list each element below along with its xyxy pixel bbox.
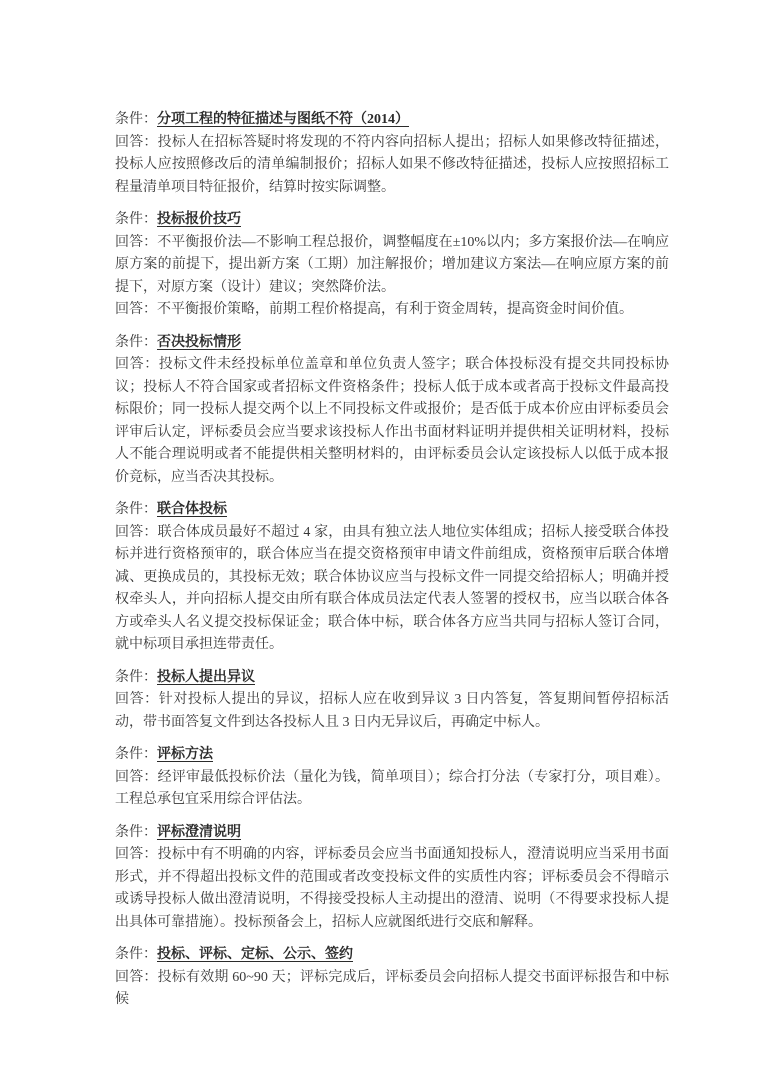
condition-label: 条件：: [115, 334, 157, 350]
condition-title: 否决投标情形: [157, 334, 241, 350]
condition-line: [115, 744, 669, 767]
condition-line: [115, 109, 669, 132]
condition-label: 条件：: [115, 824, 157, 840]
condition-line: [115, 332, 669, 355]
qa-section: [115, 499, 669, 657]
condition-label: 条件：: [115, 669, 157, 685]
answer-paragraph: 回答：投标人在招标答疑时将发现的不符内容向招标人提出；招标人如果修改特征描述，投标人应按照修改后的清单编制报价；招标人如果不修改特征描述，投标人应按照招标工程量清单项目特征报价，结算时按实际调整。: [115, 134, 669, 195]
condition-title: 评标澄清说明: [157, 824, 241, 840]
qa-section: [115, 209, 669, 322]
answer-paragraph: 回答：针对投标人提出的异议，招标人应在收到异议 3 日内答复，答复期间暂停招标活动，带书面答复文件到达各投标人且 3 日内无异议后，再确定中标人。: [115, 692, 669, 730]
condition-title: 投标人提出异议: [157, 669, 255, 685]
answer-paragraph: 回答：不平衡报价策略，前期工程价格提高，有利于资金周转，提高资金时间价值。: [115, 302, 633, 317]
condition-title: 投标报价技巧: [157, 212, 241, 227]
condition-line: [115, 209, 669, 232]
answer-paragraph: 回答：经评审最低投标价法（量化为钱，简单项目）；综合打分法（专家打分，项目难）。工程总承包宜采用综合评估法。: [115, 769, 669, 807]
condition-line: [115, 822, 669, 845]
condition-line: [115, 944, 669, 967]
condition-title: 投标、评标、定标、公示、签约: [157, 947, 353, 962]
condition-title: 联合体投标: [157, 502, 227, 517]
answer-paragraph: 回答：不平衡报价法—不影响工程总报价，调整幅度在±10%以内；多方案报价法—在响应原方案的前提下，提出新方案（工期）加注解报价；增加建议方案法—在响应原方案的前提下，对原方案（设计）建议；突然降价法。: [115, 234, 669, 295]
qa-section: [115, 667, 669, 735]
answer-paragraph: 回答：联合体成员最好不超过 4 家，由具有独立法人地位实体组成；招标人接受联合体投标并进行资格预审的，联合体应当在提交资格预审申请文件前组成，资格预审后联合体增减、更换成员的，其投标无效；联合体协议应当与投标文件一同提交给招标人；明确并授权牵头人，并向招标人提交由所有联合体成员法定代表人签署的授权书，应当以联合体各方或牵头人名义提交投标保证金；联合体中标，联合体各方应当共同与招标人签订合同，就中标项目承担连带责任。: [115, 524, 669, 652]
qa-section: [115, 944, 669, 1012]
answer-paragraph: 回答：投标文件未经投标单位盖章和单位负责人签字；联合体投标没有提交共同投标协议；投标人不符合国家或者招标文件资格条件；投标人低于成本或者高于投标文件最高投标限价；同一投标人提交两个以上不同投标文件或报价；是否低于成本价应由评标委员会评审后认定，评标委员会应当要求该投标人作出书面材料证明并提供相关证明材料，投标人不能合理说明或者不能提供相关整明材料的，由评标委员会认定该投标人以低于成本报价竞标，应当否决其投标。: [115, 357, 669, 485]
condition-line: [115, 499, 669, 522]
qa-section: [115, 744, 669, 812]
answer-paragraph: 回答：投标有效期 60~90 天；评标完成后，评标委员会向招标人提交书面评标报告和中标候: [115, 969, 669, 1007]
condition-label: 条件：: [115, 947, 157, 962]
answer-paragraph: 回答：投标中有不明确的内容，评标委员会应当书面通知投标人，澄清说明应当采用书面形式，并不得超出投标文件的范围或者改变投标文件的实质性内容；评标委员会不得暗示或诱导投标人做出澄清说明，不得接受投标人主动提出的澄清、说明（不得要求投标人提出具体可靠措施）。投标预备会上，招标人应就图纸进行交底和解释。: [115, 847, 669, 930]
condition-label: 条件：: [115, 747, 157, 762]
qa-section: [115, 109, 669, 199]
condition-line: [115, 667, 669, 690]
qa-section: [115, 332, 669, 490]
condition-title: 分项工程的特征描述与图纸不符（2014）: [157, 112, 409, 127]
condition-title: 评标方法: [157, 747, 213, 762]
condition-label: 条件：: [115, 502, 157, 517]
condition-label: 条件：: [115, 212, 157, 227]
condition-label: 条件：: [115, 112, 157, 127]
document-body: [115, 109, 669, 1022]
qa-section: [115, 822, 669, 935]
